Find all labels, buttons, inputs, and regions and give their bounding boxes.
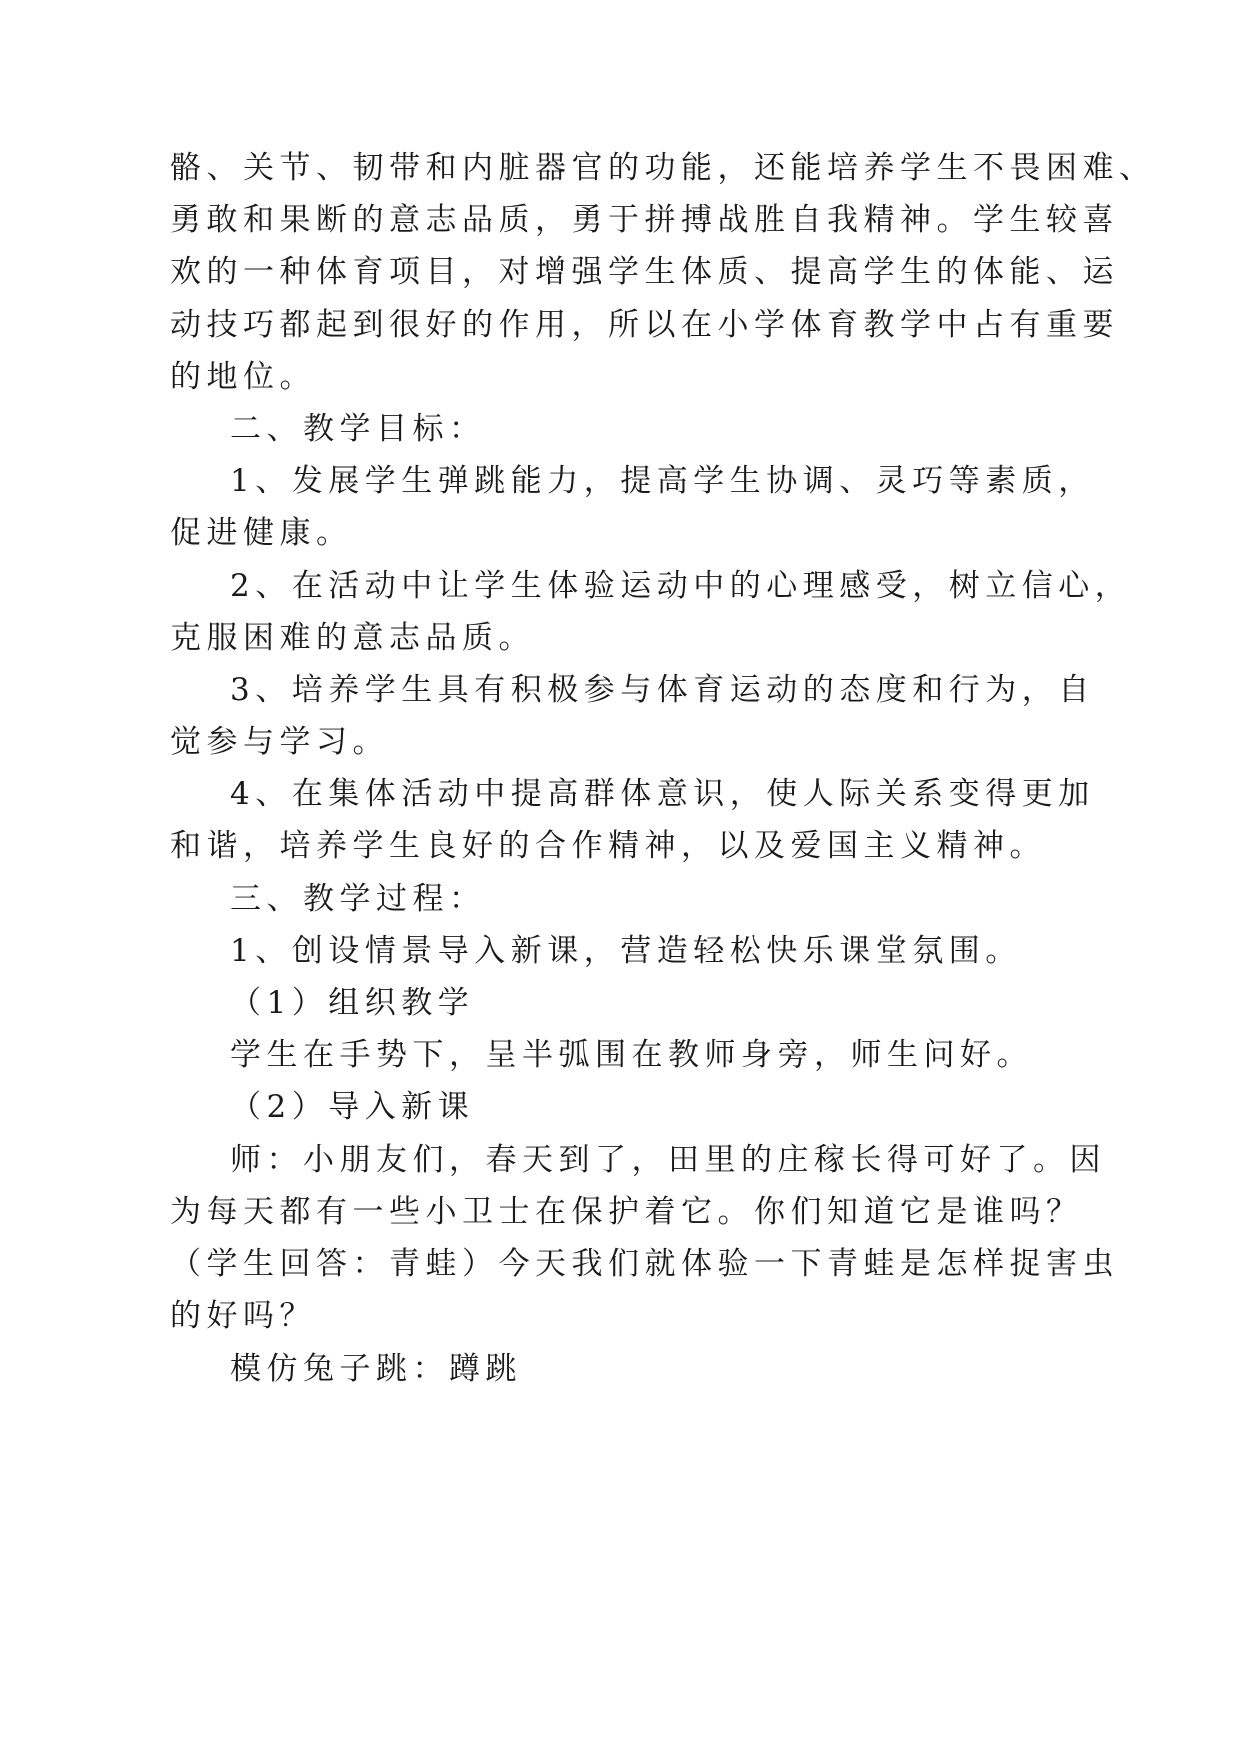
- text-line: 骼、关节、韧带和内脏器官的功能，还能培养学生不畏困难、: [170, 150, 1156, 186]
- text-line: 学生在手势下，呈半弧围在教师身旁，师生问好。: [230, 1037, 1033, 1073]
- section-heading: 三、教学过程：: [230, 881, 486, 917]
- text-line: 3、培养学生具有积极参与体育运动的态度和行为，自: [230, 672, 1095, 708]
- text-line: 的地位。: [170, 359, 316, 395]
- text-line: 模仿兔子跳：蹲跳: [230, 1351, 522, 1387]
- text-line: 觉参与学习。: [170, 724, 389, 760]
- text-line: 勇敢和果断的意志品质，勇于拼搏战胜自我精神。学生较喜: [170, 202, 1119, 238]
- text-line: 2、在活动中让学生体验运动中的心理感受，树立信心，: [230, 568, 1132, 604]
- subsection-heading: （1）组织教学: [230, 985, 475, 1021]
- text-line: 师：小朋友们，春天到了，田里的庄稼长得可好了。因: [230, 1142, 1106, 1178]
- text-line: 4、在集体活动中提高群体意识，使人际关系变得更加: [230, 776, 1095, 812]
- text-line: 欢的一种体育项目，对增强学生体质、提高学生的体能、运: [170, 254, 1119, 290]
- text-line: 动技巧都起到很好的作用，所以在小学体育教学中占有重要: [170, 307, 1119, 343]
- text-line: 和谐，培养学生良好的合作精神，以及爱国主义精神。: [170, 828, 1046, 864]
- section-heading: 二、教学目标：: [230, 411, 486, 447]
- text-line: 为每天都有一些小卫士在保护着它。你们知道它是谁吗？: [170, 1194, 1083, 1230]
- text-line: 的好吗？: [170, 1298, 316, 1334]
- subsection-heading: （2）导入新课: [230, 1089, 475, 1125]
- text-line: 克服困难的意志品质。: [170, 620, 535, 656]
- text-line: （学生回答：青蛙）今天我们就体验一下青蛙是怎样捉害虫: [170, 1246, 1119, 1282]
- text-line: 1、发展学生弹跳能力，提高学生协调、灵巧等素质，: [230, 463, 1095, 499]
- text-line: 1、创设情景导入新课，营造轻松快乐课堂氛围。: [230, 933, 1022, 969]
- text-line: 促进健康。: [170, 515, 353, 551]
